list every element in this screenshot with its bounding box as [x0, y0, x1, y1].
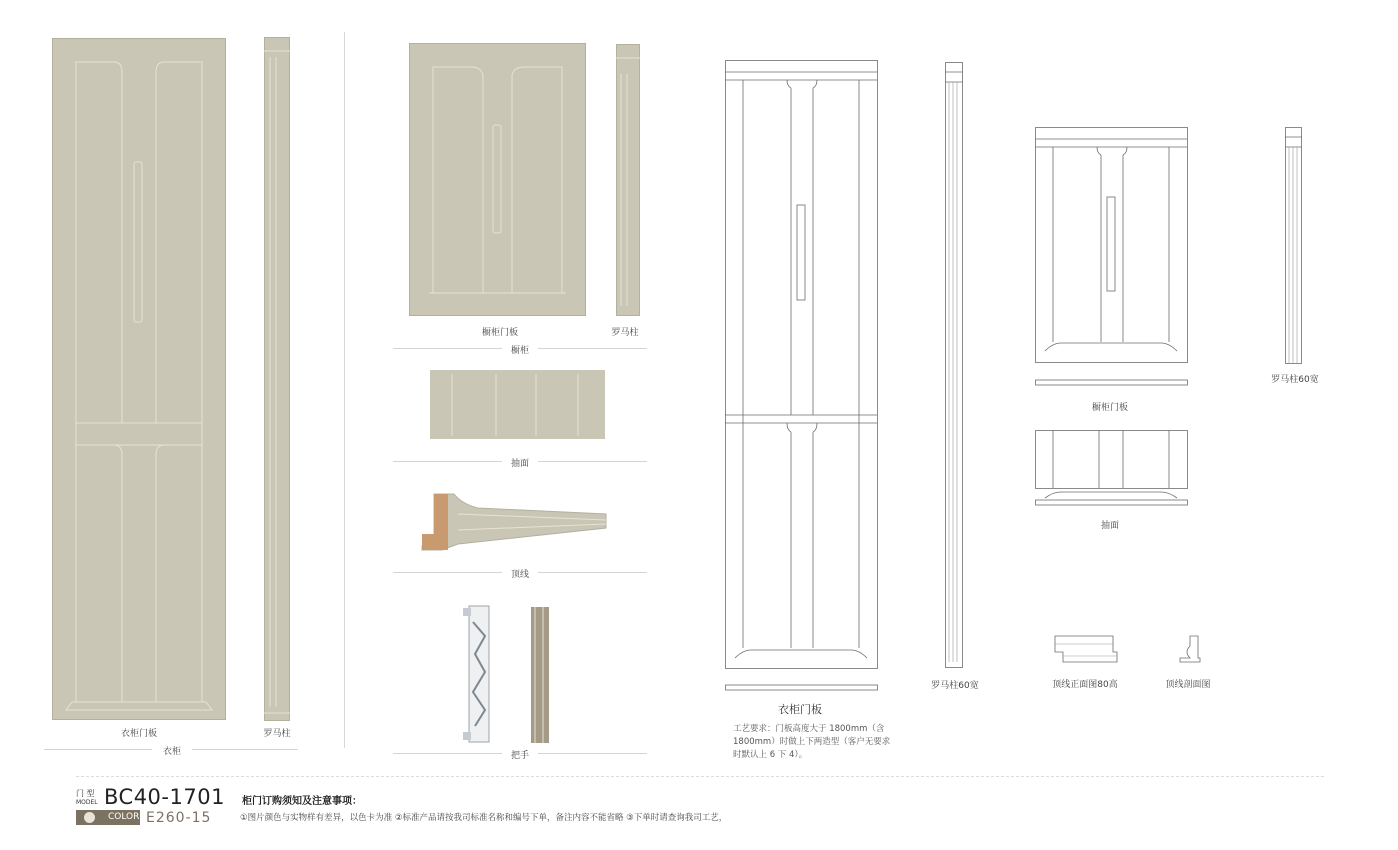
wardrobe-pillar-drawing-caption: 罗马柱60宽 — [931, 681, 979, 691]
drawer-front-photo — [430, 370, 605, 439]
model-number: BC40-1701 — [104, 785, 225, 809]
handle-caption: 把手 — [502, 748, 538, 761]
cabinet-door-drawing — [1035, 127, 1188, 387]
color-code: E260-15 — [146, 810, 212, 826]
wardrobe-group-caption: 衣柜 — [152, 744, 192, 757]
cabinet-pillar-caption: 罗马柱 — [611, 328, 639, 338]
crown-front-drawing — [1053, 634, 1119, 664]
model-label-en: MODEL — [76, 799, 98, 806]
handle-profile-photo — [463, 606, 495, 742]
process-requirement-note: 工艺要求：门板高度大于 1800mm（含 1800mm）时做上下两造型（客户无要求时默认上 6 下 4）。 — [733, 724, 891, 760]
handle-front-photo — [531, 607, 551, 743]
drawer-caption: 抽面 — [502, 456, 538, 469]
color-badge — [76, 810, 140, 825]
section-divider — [344, 32, 345, 748]
cabinet-pillar-photo — [616, 44, 640, 316]
cabinet-pillar-drawing — [1285, 127, 1303, 365]
crown-section-drawing — [1178, 634, 1204, 664]
cabinet-door-drawing-caption: 橱柜门板 — [1091, 403, 1128, 413]
notice-body: ①图片颜色与实物样有差异，以色卡为准 ②标准产品请按我司标准名称和编号下单，备注内容不能省略 ③下单时请查询我司工艺， — [240, 813, 728, 823]
wardrobe-door-drawing — [725, 60, 878, 692]
cabinet-pillar-drawing-caption: 罗马柱60宽 — [1271, 375, 1319, 385]
crown-section-drawing-caption: 顶线剖面图 — [1165, 680, 1211, 690]
cabinet-group-caption: 橱柜 — [502, 343, 538, 356]
wardrobe-pillar-caption: 罗马柱 — [263, 729, 291, 739]
cabinet-door-photo — [409, 43, 586, 316]
color-label: COLOR — [108, 812, 140, 822]
wardrobe-door-drawing-title: 衣柜门板 — [778, 703, 822, 716]
wardrobe-pillar-drawing — [945, 62, 963, 670]
notice-title: 柜门订购须知及注意事项： — [242, 796, 362, 807]
crown-front-drawing-caption: 顶线正面图80高 — [1052, 680, 1118, 690]
drawer-drawing-caption: 抽面 — [1100, 521, 1119, 531]
cabinet-door-caption: 橱柜门板 — [481, 328, 518, 338]
crown-moulding-photo — [418, 490, 608, 552]
drawer-front-drawing — [1035, 430, 1188, 508]
palette-icon — [84, 812, 95, 823]
wardrobe-door-photo — [52, 38, 226, 720]
crown-caption: 顶线 — [502, 567, 538, 580]
model-label-cn: 门 型 — [76, 789, 95, 798]
wardrobe-pillar-photo — [264, 37, 290, 721]
wardrobe-door-caption: 衣柜门板 — [120, 729, 157, 739]
footer-divider — [76, 776, 1324, 777]
